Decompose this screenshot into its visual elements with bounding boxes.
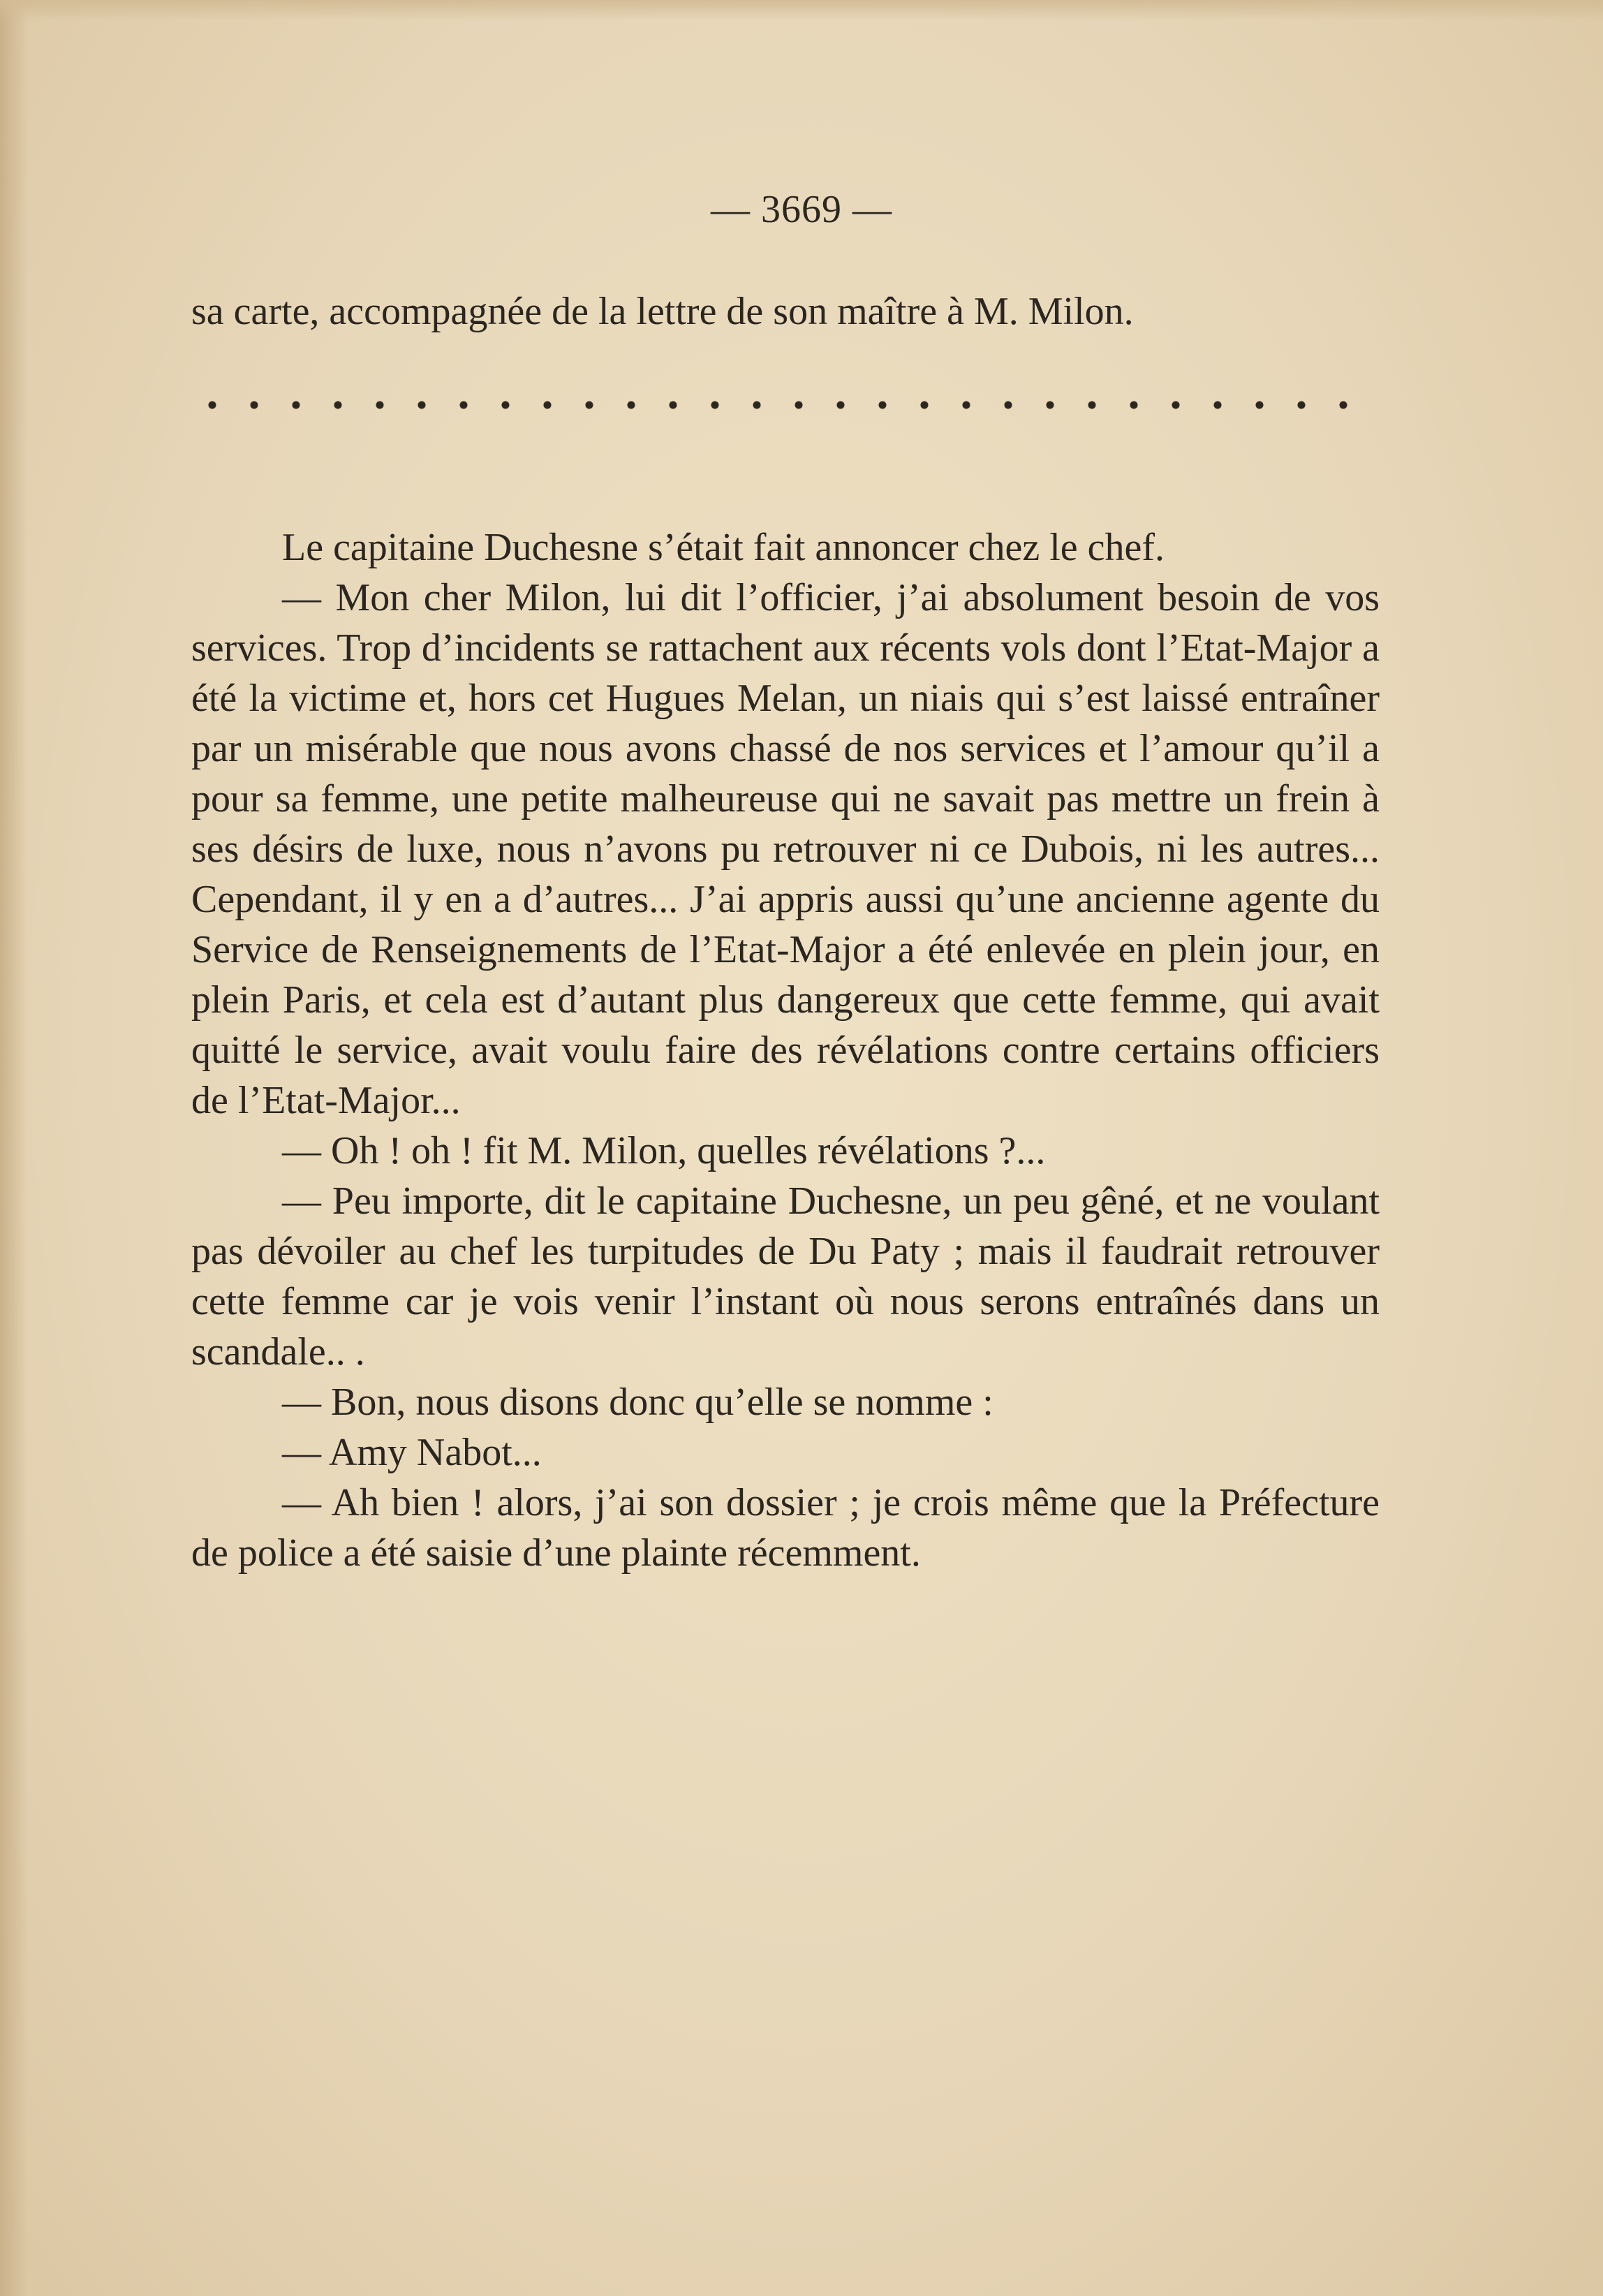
page-edge-shadow-top <box>0 0 1603 21</box>
paragraph: — Mon cher Milon, lui dit l’officier, j’ai absolument besoin de vos services. Trop d’incidents se rattachent aux récents vols dont l’Etat-Major a été la victime et, hors cet Hugues Melan, un niais qui s’est laissé entraîner par un misérable que nous avons chassé de nos services et l’amour qu’il a pour sa femme, une petite malheureuse qui ne savait pas mettre un frein à ses désirs de luxe, nous n’avons pu retrouver ni ce Dubois, ni les autres... Cependant, il y en a d’autres... J’ai appris aussi qu’une ancienne agente du Service de Renseignements de l’Etat-Major a été enlevée en plein jour, en plein Paris, et cela est d’autant plus dangereux que cette femme, qui avait quitté le service, avait voulu faire des révélations contre certains officiers de l’Etat-Major... <box>191 576 1380 1122</box>
paragraph: — Oh ! oh ! fit M. Milon, quelles révélations ?... <box>282 1129 1046 1172</box>
dotted-rule <box>191 398 1380 412</box>
paragraph: — Peu importe, dit le capitaine Duchesne, un peu gêné, et ne voulant pas dévoiler au chef les turpitudes de Du Paty ; mais il faudrait retrouver cette femme car je vois venir l’instant où nous serons entraînés dans un scandale.. . <box>191 1179 1380 1374</box>
separator-spacer <box>191 494 1380 522</box>
paragraph: — Ah bien ! alors, j’ai son dossier ; je crois même que la Préfecture de police a été saisie d’une plainte récemment. <box>191 1481 1380 1575</box>
body-text <box>191 286 1380 1578</box>
page-number: — 3669 — <box>711 188 892 231</box>
paragraph: — Amy Nabot... <box>282 1431 542 1474</box>
page-edge-shadow-left <box>0 0 28 2296</box>
section-separator-dots <box>191 377 1380 494</box>
paragraph-continuation: sa carte, accompagnée de la lettre de son maître à M. Milon. <box>191 290 1134 333</box>
paragraph: Le capitaine Duchesne s’était fait annoncer chez le chef. <box>282 526 1165 569</box>
paragraph: — Bon, nous disons donc qu’elle se nomme : <box>282 1381 993 1424</box>
